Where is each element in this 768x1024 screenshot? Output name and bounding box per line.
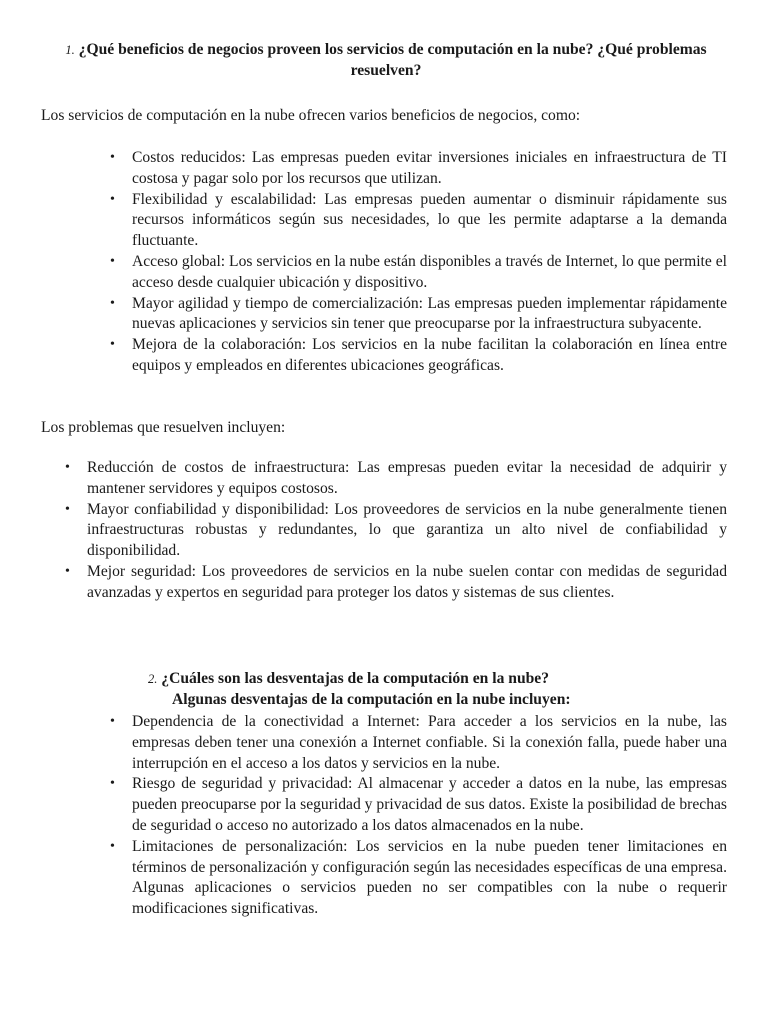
question-1-heading bbox=[56, 40, 716, 82]
question-2-number: 2. bbox=[148, 672, 158, 686]
question-2-heading bbox=[148, 669, 668, 690]
problems-list bbox=[87, 458, 727, 604]
problems-intro: Los problemas que resuelven incluyen: bbox=[41, 419, 286, 436]
question-1-text: ¿Qué beneficios de negocios proveen los servicios de computación en la nube? ¿Qué problemas resuelven? bbox=[78, 41, 707, 79]
list-item: • Mayor confiabilidad y disponibilidad: Los proveedores de servicios en la nube generalmente tienen infraestructuras robustas y redundantes, lo que garantiza un alto nivel de confiabilidad y disponibilidad. bbox=[87, 500, 727, 562]
list-item: • Dependencia de la conectividad a Internet: Para acceder a los servicios en la nube, las empresas deben tener una conexión a Internet confiable. Si la conexión falla, puede haber una interrupción en el acceso a los datos y servicios en la nube. bbox=[132, 712, 727, 774]
benefits-list bbox=[132, 148, 727, 377]
list-item: • Mayor agilidad y tiempo de comercialización: Las empresas pueden implementar rápidamente nuevas aplicaciones y servicios sin tener que preocuparse por la infraestructura subyacente. bbox=[132, 294, 727, 336]
disadvantages-list bbox=[132, 712, 727, 920]
question-2-text: ¿Cuáles son las desventajas de la computación en la nube? bbox=[161, 670, 550, 687]
list-item: • Mejor seguridad: Los proveedores de servicios en la nube suelen contar con medidas de seguridad avanzadas y expertos en seguridad para proteger los datos y sistemas de sus clientes. bbox=[87, 562, 727, 604]
disadvantages-intro: Algunas desventajas de la computación en la nube incluyen: bbox=[172, 691, 571, 708]
list-item: • Costos reducidos: Las empresas pueden evitar inversiones iniciales en infraestructura de TI costosa y pagar solo por los recursos que utilizan. bbox=[132, 148, 727, 190]
list-item: • Reducción de costos de infraestructura: Las empresas pueden evitar la necesidad de adquirir y mantener servidores y equipos costosos. bbox=[87, 458, 727, 500]
list-item: • Flexibilidad y escalabilidad: Las empresas pueden aumentar o disminuir rápidamente sus recursos informáticos según sus necesidades, lo que les permite adaptarse a la demanda fluctuante. bbox=[132, 190, 727, 252]
list-item: • Riesgo de seguridad y privacidad: Al almacenar y acceder a datos en la nube, las empresas pueden preocuparse por la seguridad y privacidad de sus datos. Existe la posibilidad de brechas de seguridad o acceso no autorizado a los datos almacenados en la nube. bbox=[132, 774, 727, 836]
question-1-number: 1. bbox=[65, 43, 75, 57]
list-item: • Acceso global: Los servicios en la nube están disponibles a través de Internet, lo que permite el acceso desde cualquier ubicación y dispositivo. bbox=[132, 252, 727, 294]
list-item: • Mejora de la colaboración: Los servicios en la nube facilitan la colaboración en línea entre equipos y empleados en diferentes ubicaciones geográficas. bbox=[132, 335, 727, 377]
list-item: • Limitaciones de personalización: Los servicios en la nube pueden tener limitaciones en términos de personalización y configuración según las necesidades específicas de una empresa. Algunas aplicaciones o servicios pueden no ser compatibles con la nube o requerir modificaciones significativas. bbox=[132, 837, 727, 920]
benefits-intro: Los servicios de computación en la nube ofrecen varios beneficios de negocios, como: bbox=[41, 107, 581, 124]
